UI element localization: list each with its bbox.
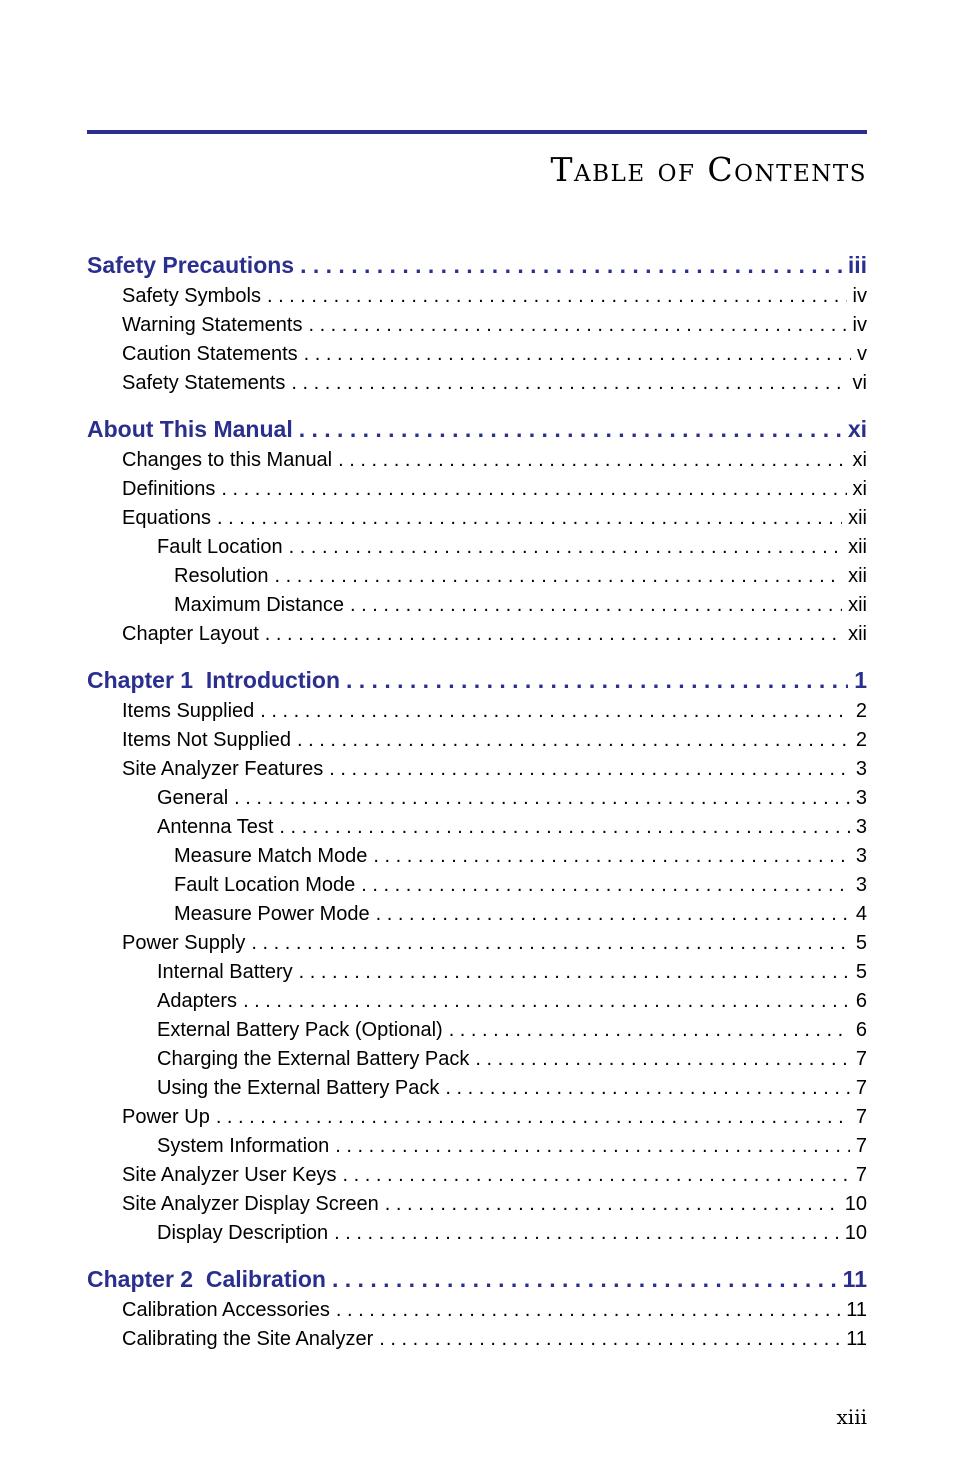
dot-leader <box>334 1219 839 1248</box>
toc-page-number: vi <box>852 372 867 394</box>
toc-entry-label: Antenna Test <box>157 816 274 838</box>
toc-entry[interactable] <box>87 282 867 311</box>
toc-page-number: iii <box>847 252 867 278</box>
toc-page-number: v <box>857 343 867 365</box>
dot-leader <box>267 282 847 311</box>
toc-page-number: 3 <box>855 845 867 867</box>
dot-leader <box>361 871 850 900</box>
toc-entry[interactable] <box>87 504 867 533</box>
toc-section-safety[interactable] <box>87 248 867 282</box>
dot-leader <box>332 1262 837 1296</box>
toc-entry[interactable] <box>87 987 867 1016</box>
toc-entry[interactable] <box>87 697 867 726</box>
dot-leader <box>308 311 846 340</box>
toc-entry[interactable] <box>87 900 867 929</box>
toc-entry[interactable] <box>87 958 867 987</box>
toc-page-number: xii <box>848 536 867 558</box>
toc-entry[interactable] <box>87 726 867 755</box>
toc-entry[interactable] <box>87 1190 867 1219</box>
toc-entry[interactable] <box>87 784 867 813</box>
dot-leader <box>289 533 842 562</box>
dot-leader <box>221 475 846 504</box>
dot-leader <box>343 1161 850 1190</box>
toc-section-label: Chapter 2 Calibration <box>87 1266 326 1292</box>
toc-entry-label: Calibrating the Site Analyzer <box>122 1328 374 1350</box>
toc-entry[interactable] <box>87 813 867 842</box>
toc-entry[interactable] <box>87 1016 867 1045</box>
toc-page-number: 10 <box>844 1193 867 1215</box>
dot-leader <box>350 591 842 620</box>
toc-entry[interactable] <box>87 1325 867 1354</box>
dot-leader <box>299 412 842 446</box>
toc-page-number: 7 <box>855 1048 867 1070</box>
toc-entry[interactable] <box>87 871 867 900</box>
toc-page-number: 5 <box>855 932 867 954</box>
dot-leader <box>385 1190 839 1219</box>
dot-leader <box>338 446 846 475</box>
toc-entry[interactable] <box>87 929 867 958</box>
dot-leader <box>299 958 850 987</box>
toc-entry-label: Fault Location <box>157 536 283 558</box>
toc-entry[interactable] <box>87 1103 867 1132</box>
header-rule <box>87 130 867 134</box>
toc-entry[interactable] <box>87 1296 867 1325</box>
toc-page-number: 3 <box>855 787 867 809</box>
toc-page-number: xii <box>848 594 867 616</box>
dot-leader <box>265 620 842 649</box>
toc-entry-label: Safety Symbols <box>122 285 261 307</box>
toc-entry-label: Site Analyzer User Keys <box>122 1164 337 1186</box>
toc-page-number: 7 <box>855 1077 867 1099</box>
toc-section-chapter-1[interactable] <box>87 663 867 697</box>
toc-page-number: xi <box>847 416 867 442</box>
toc-page-number: 3 <box>855 874 867 896</box>
toc-entry-label: Maximum Distance <box>174 594 345 616</box>
toc-page-number: 4 <box>855 903 867 925</box>
toc-entry-label: Fault Location Mode <box>174 874 356 896</box>
toc-page-number: xii <box>848 623 867 645</box>
toc-entry-label: Internal Battery <box>157 961 293 983</box>
dot-leader <box>216 1103 850 1132</box>
toc-entry-label: General <box>157 787 229 809</box>
toc-page-number: 3 <box>855 816 867 838</box>
toc-entry-label: Items Supplied <box>122 700 255 722</box>
toc-entry-label: Resolution <box>174 565 269 587</box>
toc-entry[interactable] <box>87 340 867 369</box>
toc-entry-label: Equations <box>122 507 211 529</box>
toc-page-number: xii <box>848 565 867 587</box>
dot-leader <box>291 369 846 398</box>
toc-entry[interactable] <box>87 562 867 591</box>
toc-entry[interactable] <box>87 1132 867 1161</box>
toc-entry[interactable] <box>87 1161 867 1190</box>
toc-entry-label: Warning Statements <box>122 314 303 336</box>
toc-entry-label: Caution Statements <box>122 343 298 365</box>
toc-page-number: 7 <box>855 1164 867 1186</box>
toc-page-number: 6 <box>855 990 867 1012</box>
toc-page-number: xi <box>852 449 867 471</box>
dot-leader <box>346 663 848 697</box>
toc-page-number: iv <box>852 314 867 336</box>
toc-entry[interactable] <box>87 475 867 504</box>
dot-leader <box>297 726 850 755</box>
toc-page-number: 2 <box>855 700 867 722</box>
toc-entry[interactable] <box>87 369 867 398</box>
toc-entry[interactable] <box>87 755 867 784</box>
toc-page-number: 10 <box>844 1222 867 1244</box>
toc-entry-label: System Information <box>157 1135 330 1157</box>
toc-page-number: xii <box>848 507 867 529</box>
dot-leader <box>376 900 850 929</box>
dot-leader <box>251 929 849 958</box>
toc-entry-label: Chapter Layout <box>122 623 259 645</box>
dot-leader <box>336 1296 840 1325</box>
toc-entry[interactable] <box>87 311 867 340</box>
toc-entry-label: Definitions <box>122 478 216 500</box>
dot-leader <box>279 813 849 842</box>
dot-leader <box>373 842 849 871</box>
toc-page-number: 5 <box>855 961 867 983</box>
toc-entry-label: Adapters <box>157 990 238 1012</box>
toc-section-label: Safety Precautions <box>87 252 295 278</box>
dot-leader <box>304 340 851 369</box>
dot-leader <box>335 1132 850 1161</box>
toc-page-number: 1 <box>854 667 867 693</box>
toc-page-number: 7 <box>855 1135 867 1157</box>
toc-entry-label: Charging the External Battery Pack <box>157 1048 470 1070</box>
toc-entry[interactable] <box>87 1045 867 1074</box>
toc-page-number: 11 <box>846 1299 867 1321</box>
toc-entry[interactable] <box>87 842 867 871</box>
toc-entry[interactable] <box>87 446 867 475</box>
dot-leader <box>243 987 850 1016</box>
toc-page-number: 2 <box>855 729 867 751</box>
toc-section-label: Chapter 1 Introduction <box>87 667 340 693</box>
dot-leader <box>300 248 842 282</box>
dot-leader <box>329 755 850 784</box>
toc-entry-label: Display Description <box>157 1222 329 1244</box>
toc-entry[interactable] <box>87 591 867 620</box>
dot-leader <box>379 1325 840 1354</box>
toc-entry-label: Site Analyzer Features <box>122 758 324 780</box>
toc-entry[interactable] <box>87 620 867 649</box>
dot-leader <box>275 562 843 591</box>
toc-section-label: About This Manual <box>87 416 293 442</box>
toc-entry-label: Safety Statements <box>122 372 286 394</box>
toc-entry-label: Measure Power Mode <box>174 903 370 925</box>
toc-page-number: 11 <box>842 1266 867 1292</box>
toc-page-number: 6 <box>855 1019 867 1041</box>
toc-entry-label: Site Analyzer Display Screen <box>122 1193 379 1215</box>
toc-entry[interactable] <box>87 1074 867 1103</box>
toc-page-number: iv <box>852 285 867 307</box>
toc-entry-label: Changes to this Manual <box>122 449 333 471</box>
dot-leader <box>445 1074 850 1103</box>
toc-entry-label: Calibration Accessories <box>122 1299 330 1321</box>
toc-entry-label: Using the External Battery Pack <box>157 1077 440 1099</box>
toc-page-number: xi <box>852 478 867 500</box>
toc-entry-label: Power Up <box>122 1106 210 1128</box>
page-number: xiii <box>836 1405 867 1429</box>
dot-leader <box>260 697 850 726</box>
toc-section-chapter-2[interactable] <box>87 1262 867 1296</box>
dot-leader <box>217 504 842 533</box>
toc-entry-label: Items Not Supplied <box>122 729 291 751</box>
toc-section-about[interactable] <box>87 412 867 446</box>
toc-entry-label: Measure Match Mode <box>174 845 368 867</box>
dot-leader <box>234 784 850 813</box>
toc-page-number: 3 <box>855 758 867 780</box>
table-of-contents <box>87 248 867 1354</box>
dot-leader <box>449 1016 850 1045</box>
toc-page-number: 11 <box>846 1328 867 1350</box>
toc-entry-label: Power Supply <box>122 932 246 954</box>
toc-entry-label: External Battery Pack (Optional) <box>157 1019 443 1041</box>
page-title: Table of Contents <box>550 150 867 189</box>
dot-leader <box>475 1045 849 1074</box>
toc-entry[interactable] <box>87 533 867 562</box>
toc-entry[interactable] <box>87 1219 867 1248</box>
toc-page-number: 7 <box>855 1106 867 1128</box>
